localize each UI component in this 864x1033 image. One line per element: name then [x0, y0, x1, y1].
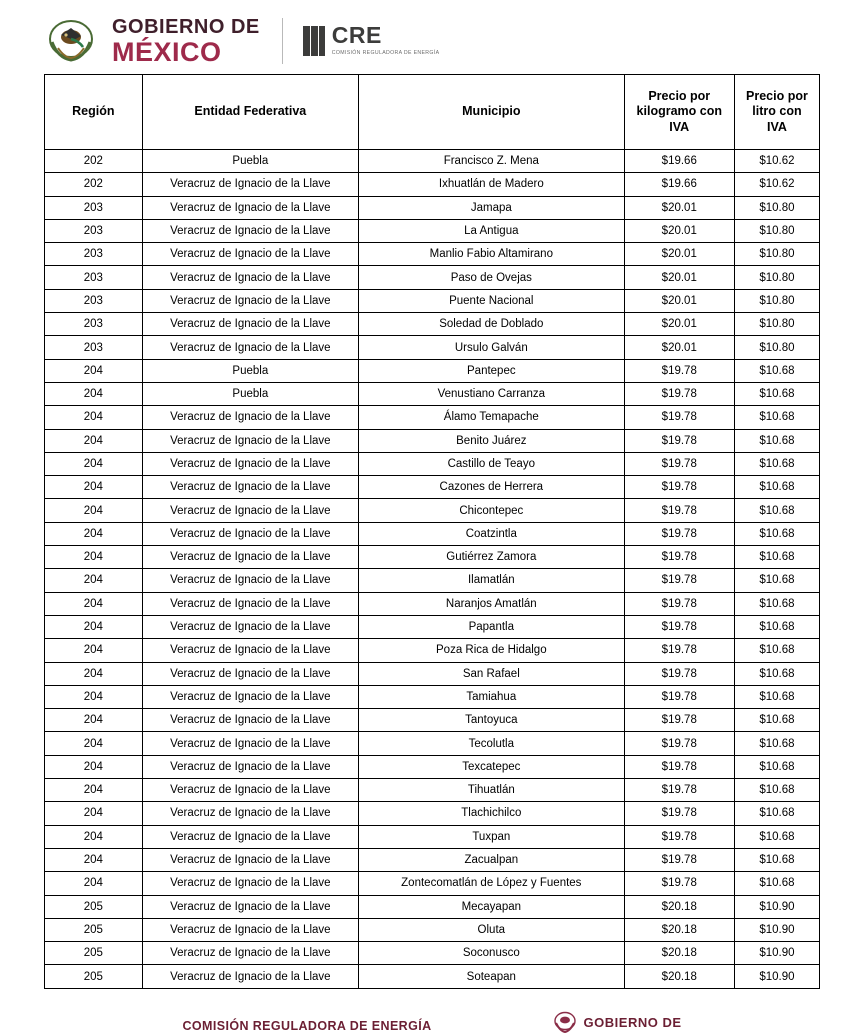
table-row	[45, 359, 820, 382]
cell-precio-lt: $10.68	[734, 709, 819, 732]
column-header-precio-kilogramo: Precio por kilogramo con IVA	[624, 75, 734, 150]
cell-precio-kg: $19.78	[624, 779, 734, 802]
cre-subtitle: COMISIÓN REGULADORA DE ENERGÍA	[331, 50, 440, 57]
cell-entidad: Veracruz de Ignacio de la Llave	[142, 173, 358, 196]
document-footer	[0, 990, 864, 1033]
cell-municipio: Francisco Z. Mena	[358, 150, 624, 173]
cell-municipio: Ixhuatlán de Madero	[358, 173, 624, 196]
cell-region: 203	[45, 313, 143, 336]
cell-precio-lt: $10.68	[734, 615, 819, 638]
document-header	[0, 0, 864, 74]
cell-precio-kg: $20.01	[624, 243, 734, 266]
cell-precio-lt: $10.68	[734, 522, 819, 545]
cell-precio-lt: $10.68	[734, 569, 819, 592]
cell-region: 204	[45, 406, 143, 429]
footer-brand-text: GOBIERNO DE	[583, 1014, 682, 1030]
table-row	[45, 569, 820, 592]
table-row	[45, 452, 820, 475]
cell-precio-kg: $19.78	[624, 872, 734, 895]
cell-municipio: Texcatepec	[358, 755, 624, 778]
cell-municipio: Naranjos Amatlán	[358, 592, 624, 615]
cell-precio-kg: $19.78	[624, 848, 734, 871]
cell-region: 204	[45, 615, 143, 638]
cell-municipio: Ilamatlán	[358, 569, 624, 592]
cell-region: 204	[45, 546, 143, 569]
cell-municipio: Tihuatlán	[358, 779, 624, 802]
cell-entidad: Veracruz de Ignacio de la Llave	[142, 429, 358, 452]
cell-entidad: Veracruz de Ignacio de la Llave	[142, 336, 358, 359]
cell-region: 204	[45, 452, 143, 475]
cell-precio-kg: $19.78	[624, 522, 734, 545]
cell-municipio: Poza Rica de Hidalgo	[358, 639, 624, 662]
cell-municipio: Benito Juárez	[358, 429, 624, 452]
cell-precio-kg: $19.78	[624, 406, 734, 429]
table-row	[45, 313, 820, 336]
cell-entidad: Veracruz de Ignacio de la Llave	[142, 685, 358, 708]
cell-precio-kg: $20.01	[624, 289, 734, 312]
cell-precio-lt: $10.68	[734, 685, 819, 708]
cell-municipio: Soledad de Doblado	[358, 313, 624, 336]
cell-region: 205	[45, 895, 143, 918]
cell-precio-lt: $10.68	[734, 452, 819, 475]
cell-entidad: Veracruz de Ignacio de la Llave	[142, 499, 358, 522]
price-table	[44, 74, 820, 989]
cell-precio-lt: $10.68	[734, 499, 819, 522]
cell-entidad: Veracruz de Ignacio de la Llave	[142, 825, 358, 848]
cell-entidad: Puebla	[142, 382, 358, 405]
cell-entidad: Veracruz de Ignacio de la Llave	[142, 406, 358, 429]
table-row	[45, 429, 820, 452]
cell-region: 203	[45, 196, 143, 219]
column-header-municipio: Municipio	[358, 75, 624, 150]
cell-entidad: Veracruz de Ignacio de la Llave	[142, 476, 358, 499]
cre-name: CRE	[331, 22, 382, 49]
cell-precio-lt: $10.68	[734, 546, 819, 569]
table-header	[45, 75, 820, 150]
table-row	[45, 289, 820, 312]
table-row	[45, 825, 820, 848]
cell-entidad: Veracruz de Ignacio de la Llave	[142, 452, 358, 475]
table-row	[45, 522, 820, 545]
cell-precio-lt: $10.68	[734, 592, 819, 615]
cell-precio-lt: $10.68	[734, 429, 819, 452]
cell-precio-kg: $20.18	[624, 918, 734, 941]
cell-region: 204	[45, 382, 143, 405]
cell-region: 204	[45, 499, 143, 522]
cell-precio-kg: $19.78	[624, 709, 734, 732]
cell-precio-lt: $10.68	[734, 779, 819, 802]
cell-municipio: Tuxpan	[358, 825, 624, 848]
cell-region: 205	[45, 965, 143, 988]
cell-entidad: Veracruz de Ignacio de la Llave	[142, 709, 358, 732]
table-row	[45, 196, 820, 219]
table-row	[45, 546, 820, 569]
cell-precio-kg: $19.78	[624, 382, 734, 405]
cell-municipio: Tamiahua	[358, 685, 624, 708]
cell-precio-lt: $10.62	[734, 150, 819, 173]
cell-municipio: Manlio Fabio Altamirano	[358, 243, 624, 266]
table-row	[45, 918, 820, 941]
cell-municipio: Álamo Temapache	[358, 406, 624, 429]
cell-precio-lt: $10.68	[734, 639, 819, 662]
cell-entidad: Veracruz de Ignacio de la Llave	[142, 755, 358, 778]
table-row	[45, 150, 820, 173]
cell-region: 204	[45, 685, 143, 708]
cell-precio-kg: $20.01	[624, 266, 734, 289]
cell-entidad: Veracruz de Ignacio de la Llave	[142, 569, 358, 592]
cell-precio-kg: $19.78	[624, 592, 734, 615]
table-row	[45, 848, 820, 871]
cell-municipio: Jamapa	[358, 196, 624, 219]
gobierno-line-1: GOBIERNO DE	[112, 15, 260, 38]
cell-precio-lt: $10.80	[734, 289, 819, 312]
cell-entidad: Veracruz de Ignacio de la Llave	[142, 918, 358, 941]
cell-precio-kg: $20.01	[624, 196, 734, 219]
cell-municipio: Mecayapan	[358, 895, 624, 918]
cell-precio-lt: $10.68	[734, 382, 819, 405]
table-row	[45, 592, 820, 615]
cell-municipio: Tlachichilco	[358, 802, 624, 825]
footer-brand-mark	[552, 1011, 682, 1033]
mexican-coat-of-arms-icon	[552, 1011, 578, 1033]
table-row	[45, 779, 820, 802]
cell-municipio: La Antigua	[358, 219, 624, 242]
column-header-precio-litro: Precio por litro con IVA	[734, 75, 819, 150]
table-row	[45, 243, 820, 266]
cell-municipio: Venustiano Carranza	[358, 382, 624, 405]
table-row	[45, 872, 820, 895]
table-row	[45, 895, 820, 918]
cell-precio-lt: $10.80	[734, 196, 819, 219]
cell-precio-kg: $19.78	[624, 662, 734, 685]
table-row	[45, 615, 820, 638]
table-row	[45, 639, 820, 662]
cell-precio-kg: $19.66	[624, 173, 734, 196]
cell-precio-kg: $19.78	[624, 825, 734, 848]
cell-precio-kg: $19.78	[624, 429, 734, 452]
cell-precio-lt: $10.68	[734, 755, 819, 778]
cell-precio-lt: $10.90	[734, 895, 819, 918]
cell-precio-lt: $10.90	[734, 942, 819, 965]
cell-municipio: Tecolutla	[358, 732, 624, 755]
cell-entidad: Veracruz de Ignacio de la Llave	[142, 522, 358, 545]
cell-precio-lt: $10.68	[734, 662, 819, 685]
cell-entidad: Veracruz de Ignacio de la Llave	[142, 639, 358, 662]
cell-municipio: Coatzintla	[358, 522, 624, 545]
cell-entidad: Veracruz de Ignacio de la Llave	[142, 662, 358, 685]
cell-entidad: Veracruz de Ignacio de la Llave	[142, 546, 358, 569]
cell-entidad: Puebla	[142, 359, 358, 382]
cell-precio-kg: $20.01	[624, 219, 734, 242]
cell-region: 204	[45, 662, 143, 685]
cell-entidad: Veracruz de Ignacio de la Llave	[142, 942, 358, 965]
cell-region: 204	[45, 429, 143, 452]
cell-municipio: Gutiérrez Zamora	[358, 546, 624, 569]
cell-entidad: Veracruz de Ignacio de la Llave	[142, 779, 358, 802]
cell-municipio: Puente Nacional	[358, 289, 624, 312]
cell-municipio: Ursulo Galván	[358, 336, 624, 359]
cell-municipio: Zacualpan	[358, 848, 624, 871]
cell-region: 204	[45, 522, 143, 545]
table-row	[45, 499, 820, 522]
cell-precio-lt: $10.68	[734, 848, 819, 871]
cell-region: 202	[45, 173, 143, 196]
cell-region: 204	[45, 872, 143, 895]
gobierno-line-2: MÉXICO	[112, 36, 222, 67]
table-row	[45, 732, 820, 755]
cell-entidad: Veracruz de Ignacio de la Llave	[142, 872, 358, 895]
cell-precio-lt: $10.90	[734, 965, 819, 988]
table-header-row	[45, 75, 820, 150]
cell-precio-kg: $20.01	[624, 313, 734, 336]
cell-precio-lt: $10.68	[734, 872, 819, 895]
cell-entidad: Veracruz de Ignacio de la Llave	[142, 289, 358, 312]
cell-precio-lt: $10.68	[734, 476, 819, 499]
cell-region: 204	[45, 732, 143, 755]
gobierno-wordmark	[112, 17, 260, 66]
column-header-region: Región	[45, 75, 143, 150]
cell-region: 204	[45, 755, 143, 778]
cell-municipio: Oluta	[358, 918, 624, 941]
cell-precio-kg: $20.18	[624, 895, 734, 918]
table-row	[45, 942, 820, 965]
cell-municipio: Zontecomatlán de López y Fuentes	[358, 872, 624, 895]
table-row	[45, 802, 820, 825]
cell-municipio: Pantepec	[358, 359, 624, 382]
cell-region: 203	[45, 219, 143, 242]
table-row	[45, 755, 820, 778]
cell-entidad: Veracruz de Ignacio de la Llave	[142, 802, 358, 825]
cell-precio-lt: $10.68	[734, 359, 819, 382]
cell-entidad: Veracruz de Ignacio de la Llave	[142, 243, 358, 266]
cell-entidad: Veracruz de Ignacio de la Llave	[142, 732, 358, 755]
cell-region: 204	[45, 476, 143, 499]
cell-entidad: Veracruz de Ignacio de la Llave	[142, 895, 358, 918]
cell-entidad: Veracruz de Ignacio de la Llave	[142, 196, 358, 219]
cell-entidad: Veracruz de Ignacio de la Llave	[142, 848, 358, 871]
cell-municipio: Soteapan	[358, 965, 624, 988]
cell-precio-kg: $19.78	[624, 476, 734, 499]
cell-precio-lt: $10.68	[734, 732, 819, 755]
header-divider	[282, 18, 283, 64]
mexican-coat-of-arms-icon	[44, 18, 98, 64]
cell-municipio: Cazones de Herrera	[358, 476, 624, 499]
cell-precio-lt: $10.80	[734, 336, 819, 359]
cell-precio-lt: $10.90	[734, 918, 819, 941]
cell-precio-lt: $10.68	[734, 825, 819, 848]
cell-precio-kg: $20.01	[624, 336, 734, 359]
cell-precio-lt: $10.80	[734, 266, 819, 289]
cell-region: 205	[45, 942, 143, 965]
cell-precio-kg: $19.78	[624, 546, 734, 569]
cell-precio-lt: $10.68	[734, 802, 819, 825]
cell-precio-lt: $10.80	[734, 313, 819, 336]
cell-precio-kg: $19.78	[624, 639, 734, 662]
table-row	[45, 266, 820, 289]
cell-municipio: Soconusco	[358, 942, 624, 965]
cell-municipio: San Rafael	[358, 662, 624, 685]
cell-region: 204	[45, 825, 143, 848]
cell-precio-kg: $20.18	[624, 965, 734, 988]
cell-region: 204	[45, 779, 143, 802]
cell-precio-kg: $19.78	[624, 615, 734, 638]
table-row	[45, 709, 820, 732]
cell-region: 203	[45, 266, 143, 289]
cell-precio-kg: $19.78	[624, 685, 734, 708]
cell-region: 204	[45, 639, 143, 662]
cell-entidad: Veracruz de Ignacio de la Llave	[142, 965, 358, 988]
cell-region: 204	[45, 569, 143, 592]
cell-entidad: Veracruz de Ignacio de la Llave	[142, 219, 358, 242]
cell-precio-kg: $20.18	[624, 942, 734, 965]
cell-region: 203	[45, 336, 143, 359]
cell-precio-kg: $19.78	[624, 755, 734, 778]
table-row	[45, 219, 820, 242]
footer-agency-text: COMISIÓN REGULADORA DE ENERGÍA	[182, 1019, 432, 1033]
cell-precio-lt: $10.80	[734, 243, 819, 266]
cell-precio-kg: $19.78	[624, 359, 734, 382]
cell-precio-kg: $19.78	[624, 732, 734, 755]
cell-precio-lt: $10.80	[734, 219, 819, 242]
cell-region: 204	[45, 709, 143, 732]
table-row	[45, 336, 820, 359]
cell-region: 203	[45, 243, 143, 266]
cell-municipio: Paso de Ovejas	[358, 266, 624, 289]
cell-region: 204	[45, 848, 143, 871]
cell-entidad: Veracruz de Ignacio de la Llave	[142, 592, 358, 615]
cell-region: 204	[45, 359, 143, 382]
cell-region: 202	[45, 150, 143, 173]
cell-region: 205	[45, 918, 143, 941]
cell-entidad: Puebla	[142, 150, 358, 173]
cell-precio-kg: $19.78	[624, 452, 734, 475]
cre-flag-icon	[303, 26, 325, 56]
cell-entidad: Veracruz de Ignacio de la Llave	[142, 615, 358, 638]
cell-precio-kg: $19.78	[624, 569, 734, 592]
price-table-container	[0, 74, 864, 989]
table-row	[45, 382, 820, 405]
cell-region: 204	[45, 802, 143, 825]
cell-entidad: Veracruz de Ignacio de la Llave	[142, 266, 358, 289]
cell-precio-kg: $19.78	[624, 499, 734, 522]
table-row	[45, 965, 820, 988]
column-header-entidad-federativa: Entidad Federativa	[142, 75, 358, 150]
cell-precio-lt: $10.62	[734, 173, 819, 196]
cell-precio-kg: $19.78	[624, 802, 734, 825]
table-row	[45, 476, 820, 499]
table-row	[45, 685, 820, 708]
cell-municipio: Papantla	[358, 615, 624, 638]
table-row	[45, 173, 820, 196]
cell-region: 203	[45, 289, 143, 312]
cell-region: 204	[45, 592, 143, 615]
cell-municipio: Tantoyuca	[358, 709, 624, 732]
cell-precio-kg: $19.66	[624, 150, 734, 173]
table-row	[45, 662, 820, 685]
table-body	[45, 150, 820, 989]
table-row	[45, 406, 820, 429]
cell-municipio: Chicontepec	[358, 499, 624, 522]
cell-entidad: Veracruz de Ignacio de la Llave	[142, 313, 358, 336]
cre-logo	[303, 24, 440, 57]
cell-precio-lt: $10.68	[734, 406, 819, 429]
cell-municipio: Castillo de Teayo	[358, 452, 624, 475]
